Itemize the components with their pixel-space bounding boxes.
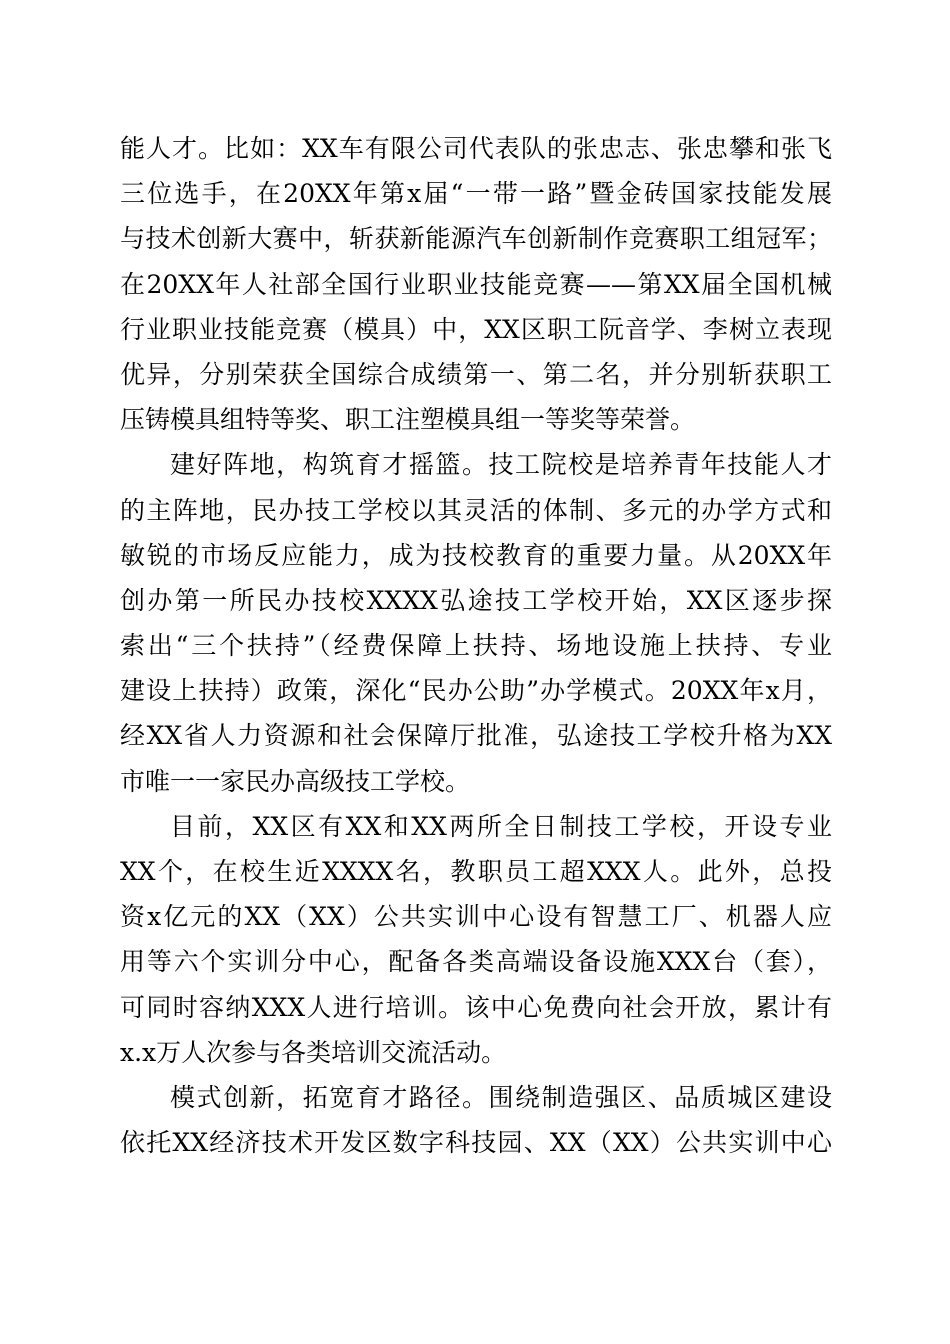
- text-line: 三位选手，在20XX年第x届“一带一路”暨金砖国家技能发展: [120, 179, 832, 209]
- text-line: 建设上扶持）政策，深化“民办公助”办学模式。20XX年x月，: [120, 676, 832, 706]
- text-line: 优异，分别荣获全国综合成绩第一、第二名，并分别斩获职工: [120, 359, 832, 389]
- paragraph-1: [120, 126, 832, 442]
- text-line: 的主阵地，民办技工学校以其灵活的体制、多元的办学方式和: [120, 495, 832, 525]
- text-line: 行业职业技能竞赛（模具）中，XX区职工阮音学、李树立表现: [120, 314, 832, 344]
- text-line: 模式创新，拓宽育才路径。围绕制造强区、品质城区建设: [170, 1082, 832, 1112]
- text-line: 建好阵地，构筑育才摇篮。技工院校是培养青年技能人才: [170, 450, 832, 480]
- text-line: 压铸模具组特等奖、职工注塑模具组一等奖等荣誉。: [120, 405, 696, 435]
- paragraph-2: [120, 442, 832, 804]
- text-line: x.x万人次参与各类培训交流活动。: [120, 1037, 507, 1067]
- text-line: XX个，在校生近XXXX名，教职员工超XXX人。此外，总投: [120, 857, 832, 886]
- text-line: 敏锐的市场反应能力，成为技校教育的重要力量。从20XX年: [120, 540, 832, 570]
- text-line: 与技术创新大赛中，斩获新能源汽车创新制作竞赛职工组冠军；: [120, 224, 832, 254]
- text-line: 资x亿元的XX（XX）公共实训中心设有智慧工厂、机器人应: [120, 902, 832, 932]
- paragraph-4: [120, 1075, 832, 1165]
- text-line: 经XX省人力资源和社会保障厅批准，弘途技工学校升格为XX: [120, 721, 832, 751]
- text-line: 在20XX年人社部全国行业职业技能竞赛——第XX届全国机械: [120, 269, 832, 299]
- text-line: 可同时容纳XXX人进行培训。该中心免费向社会开放，累计有: [120, 992, 832, 1022]
- text-line: 能人才。比如：XX车有限公司代表队的张忠志、张忠攀和张飞: [120, 134, 832, 163]
- text-line: 依托XX经济技术开发区数字科技园、XX（XX）公共实训中心: [120, 1128, 832, 1158]
- text-line: 用等六个实训分中心，配备各类高端设备设施XXX台（套），: [120, 947, 832, 977]
- text-line: 创办第一所民办技校XXXX弘途技工学校开始，XX区逐步探: [120, 585, 832, 615]
- text-line: 目前，XX区有XX和XX两所全日制技工学校，开设专业: [170, 811, 832, 841]
- body-text: [120, 126, 832, 1165]
- text-line: 索出“三个扶持”（经费保障上扶持、场地设施上扶持、专业: [120, 631, 832, 661]
- paragraph-3: [120, 804, 832, 1075]
- text-line: 市唯一一家民办高级技工学校。: [120, 766, 471, 796]
